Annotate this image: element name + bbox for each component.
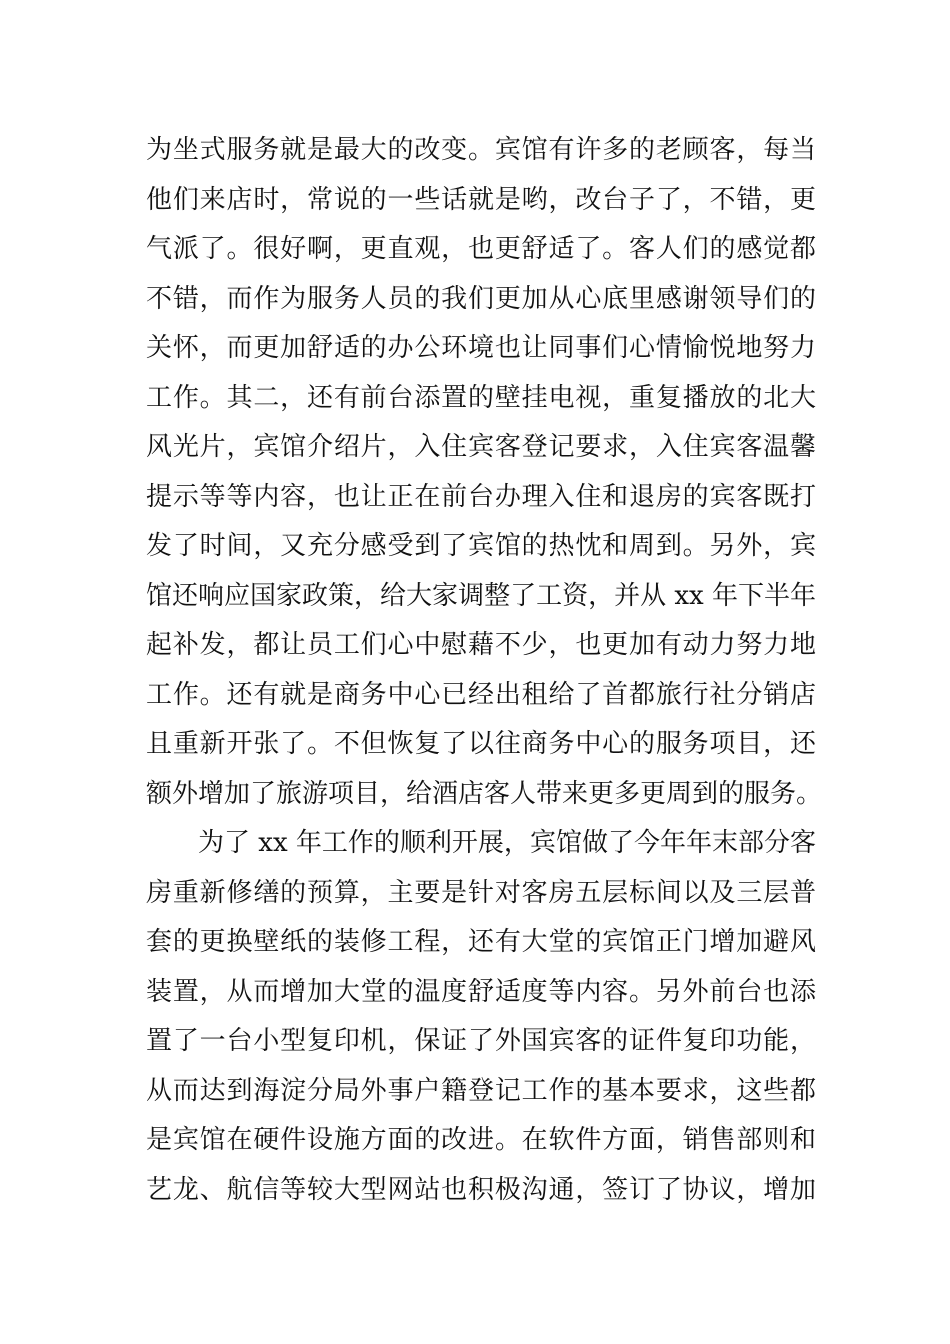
text-line: 额外增加了旅游项目，给酒店客人带来更多更周到的服务。 <box>146 778 823 809</box>
text-line: 风光片，宾馆介绍片，入住宾客登记要求，入住宾客温馨 <box>146 432 816 462</box>
paragraph-1 <box>146 126 823 819</box>
text-line: 起补发，都让员工们心中慰藉不少，也更加有动力努力地 <box>146 630 816 660</box>
text-line: 且重新开张了。不但恢复了以往商务中心的服务项目，还 <box>146 729 816 759</box>
document-body <box>146 126 823 1215</box>
text-line: 馆还响应国家政策，给大家调整了工资，并从 xx 年下半年 <box>146 580 816 611</box>
text-line: 置了一台小型复印机，保证了外国宾客的证件复印功能， <box>146 1026 816 1056</box>
text-line: 发了时间，又充分感受到了宾馆的热忱和周到。另外，宾 <box>146 531 816 561</box>
text-line: 从而达到海淀分局外事户籍登记工作的基本要求，这些都 <box>146 1075 816 1106</box>
text-line: 气派了。很好啊，更直观，也更舒适了。客人们的感觉都 <box>146 234 816 264</box>
text-line: 工作。其二，还有前台添置的壁挂电视，重复播放的北大 <box>146 382 816 413</box>
text-line: 工作。还有就是商务中心已经出租给了首都旅行社分销店 <box>146 679 816 710</box>
text-line: 为坐式服务就是最大的改变。宾馆有许多的老顾客，每当 <box>146 135 816 165</box>
text-line: 是宾馆在硬件设施方面的改进。在软件方面，销售部则和 <box>146 1125 816 1155</box>
text-line: 房重新修缮的预算，主要是针对客房五层标间以及三层普 <box>146 877 816 908</box>
text-line: 套的更换壁纸的装修工程，还有大堂的宾馆正门增加避风 <box>146 927 816 957</box>
text-line: 他们来店时，常说的一些话就是哟，改台子了，不错，更 <box>146 184 816 215</box>
paragraph-2 <box>146 819 816 1215</box>
text-line: 为了 xx 年工作的顺利开展，宾馆做了今年年末部分客 <box>198 828 816 858</box>
text-line: 提示等等内容，也让正在前台办理入住和退房的宾客既打 <box>146 481 816 512</box>
text-line: 关怀，而更加舒适的办公环境也让同事们心情愉悦地努力 <box>146 333 816 363</box>
text-line: 艺龙、航信等较大型网站也积极沟通，签订了协议，增加 <box>146 1174 816 1205</box>
text-line: 不错，而作为服务人员的我们更加从心底里感谢领导们的 <box>146 283 816 314</box>
text-line: 装置，从而增加大堂的温度舒适度等内容。另外前台也添 <box>146 976 816 1007</box>
